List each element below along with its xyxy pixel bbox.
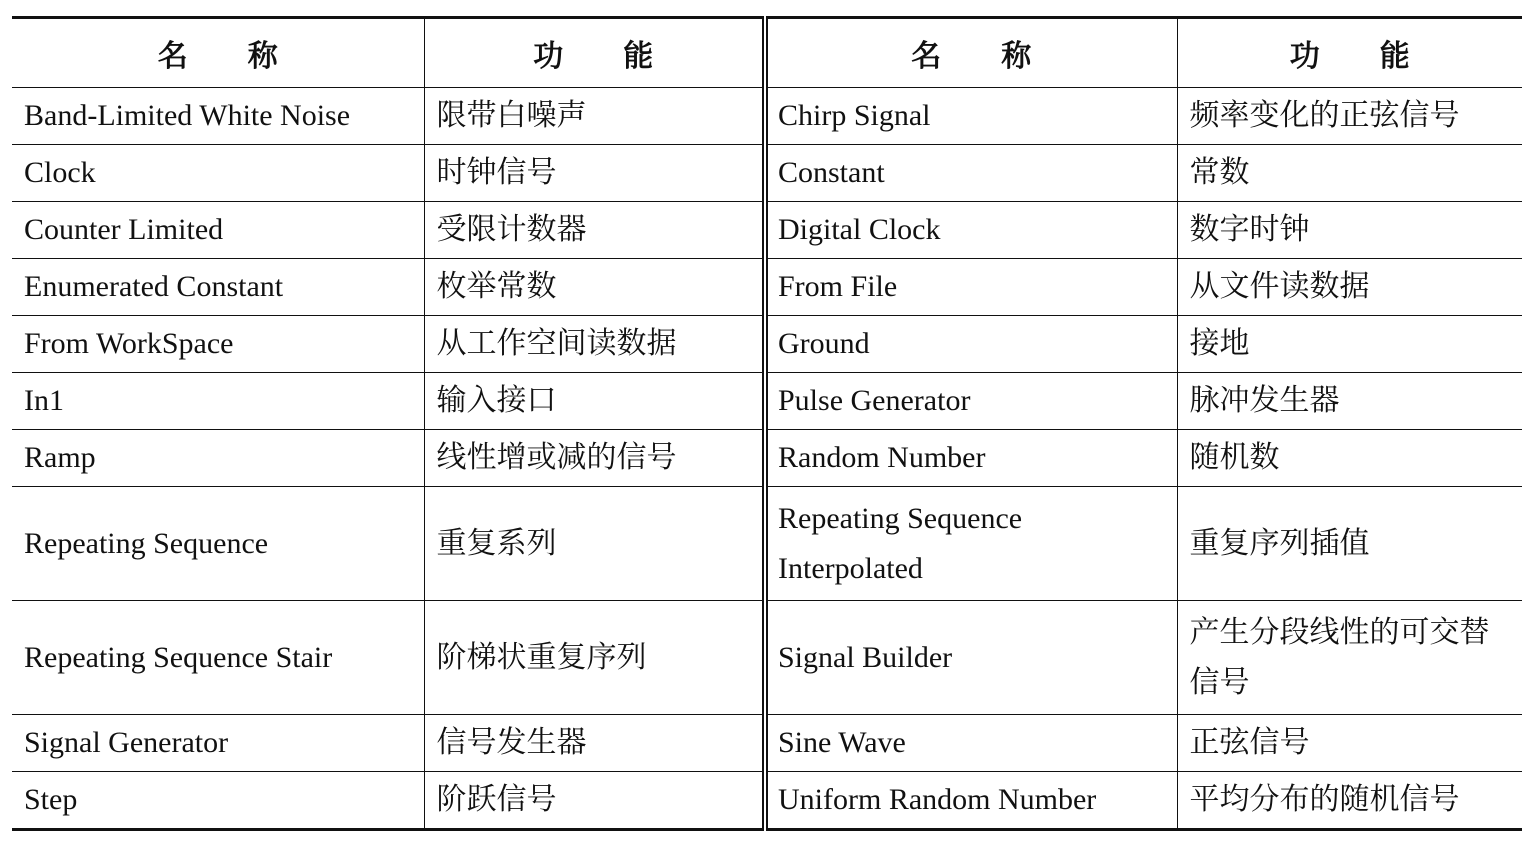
function-cell-right: 平均分布的随机信号 <box>1177 772 1522 830</box>
function-cell-right: 正弦信号 <box>1177 715 1522 772</box>
table-row <box>12 202 1522 259</box>
function-cell-left: 限带白噪声 <box>424 88 765 145</box>
name-cell-left: Band-Limited White Noise <box>12 88 424 145</box>
function-cell-left: 信号发生器 <box>424 715 765 772</box>
function-cell-left: 阶跃信号 <box>424 772 765 830</box>
function-cell-left: 受限计数器 <box>424 202 765 259</box>
name-cell-right: Random Number <box>765 430 1177 487</box>
table-row <box>12 601 1522 715</box>
name-cell-left: Signal Generator <box>12 715 424 772</box>
name-cell-left: From WorkSpace <box>12 316 424 373</box>
header-function-right: 功 能 <box>1177 18 1522 88</box>
name-cell-right: Chirp Signal <box>765 88 1177 145</box>
function-cell-left: 阶梯状重复序列 <box>424 601 765 715</box>
function-cell-left: 枚举常数 <box>424 259 765 316</box>
name-cell-right: Signal Builder <box>765 601 1177 715</box>
table-row <box>12 316 1522 373</box>
name-cell-right: From File <box>765 259 1177 316</box>
function-cell-right: 常数 <box>1177 145 1522 202</box>
name-cell-right: Uniform Random Number <box>765 772 1177 830</box>
table-row <box>12 772 1522 830</box>
table-row <box>12 259 1522 316</box>
function-cell-left: 重复系列 <box>424 487 765 601</box>
function-cell-left: 从工作空间读数据 <box>424 316 765 373</box>
table-row <box>12 715 1522 772</box>
table-row <box>12 145 1522 202</box>
block-function-table <box>12 16 1522 831</box>
function-cell-right: 产生分段线性的可交替信号 <box>1177 601 1522 715</box>
function-cell-right: 频率变化的正弦信号 <box>1177 88 1522 145</box>
name-cell-right: Repeating Sequence Interpolated <box>765 487 1177 601</box>
table-row <box>12 430 1522 487</box>
function-cell-left: 线性增或减的信号 <box>424 430 765 487</box>
table-header-row <box>12 18 1522 88</box>
function-cell-left: 时钟信号 <box>424 145 765 202</box>
header-name-left: 名 称 <box>12 18 424 88</box>
name-cell-left: Counter Limited <box>12 202 424 259</box>
function-cell-right: 脉冲发生器 <box>1177 373 1522 430</box>
function-cell-right: 重复序列插值 <box>1177 487 1522 601</box>
function-cell-right: 从文件读数据 <box>1177 259 1522 316</box>
name-cell-left: Repeating Sequence <box>12 487 424 601</box>
table-row <box>12 373 1522 430</box>
header-name-right: 名 称 <box>765 18 1177 88</box>
name-cell-right: Pulse Generator <box>765 373 1177 430</box>
name-cell-right: Digital Clock <box>765 202 1177 259</box>
name-cell-right: Sine Wave <box>765 715 1177 772</box>
table-row <box>12 88 1522 145</box>
name-cell-left: Ramp <box>12 430 424 487</box>
name-cell-left: Repeating Sequence Stair <box>12 601 424 715</box>
function-cell-right: 数字时钟 <box>1177 202 1522 259</box>
function-cell-right: 接地 <box>1177 316 1522 373</box>
name-cell-left: Clock <box>12 145 424 202</box>
name-cell-right: Constant <box>765 145 1177 202</box>
function-cell-right: 随机数 <box>1177 430 1522 487</box>
name-cell-right: Ground <box>765 316 1177 373</box>
name-cell-left: In1 <box>12 373 424 430</box>
function-cell-left: 输入接口 <box>424 373 765 430</box>
table-row <box>12 487 1522 601</box>
name-cell-left: Enumerated Constant <box>12 259 424 316</box>
name-cell-left: Step <box>12 772 424 830</box>
header-function-left: 功 能 <box>424 18 765 88</box>
